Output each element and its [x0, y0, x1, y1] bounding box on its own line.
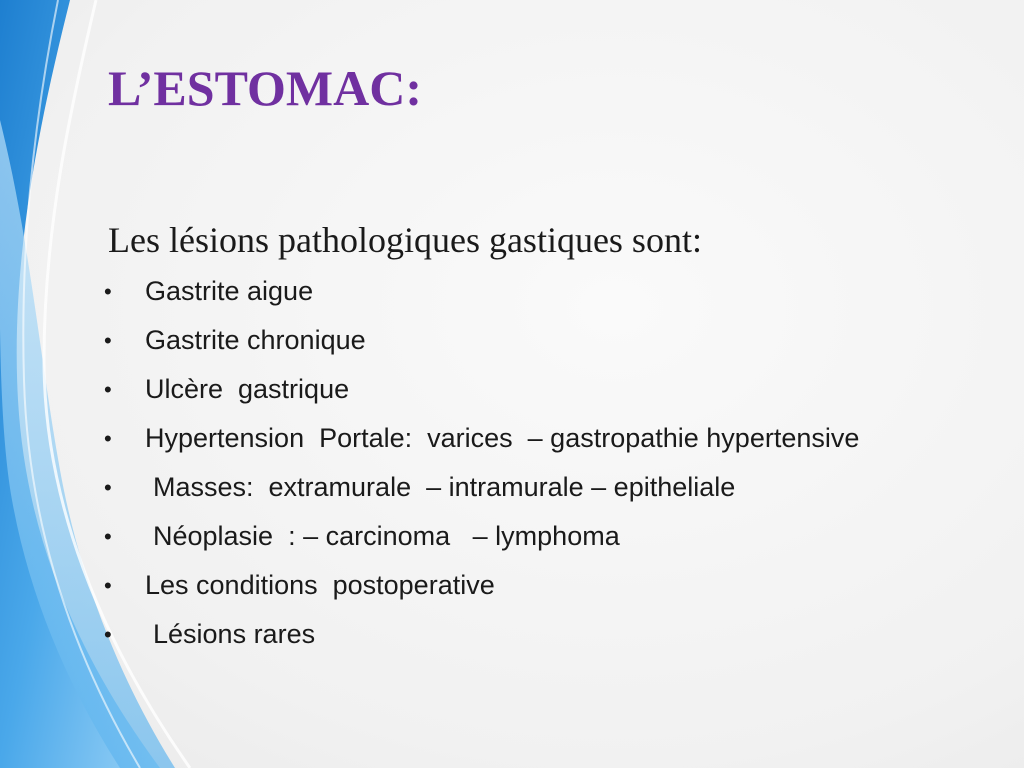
bullet-icon: •	[104, 328, 112, 353]
list-item-text: Lésions rares	[153, 619, 316, 649]
list-item-text: Masses: extramurale – intramurale – epitheliale	[153, 472, 736, 502]
bullet-icon: •	[104, 279, 112, 304]
bullet-icon: •	[104, 622, 112, 647]
list-item-text: Hypertension Portale: varices – gastropathie hypertensive	[145, 423, 860, 453]
list-item-text: Gastrite chronique	[145, 325, 366, 355]
bullet-icon: •	[104, 377, 112, 402]
bullet-icon: •	[104, 524, 112, 549]
slide-title: L’ESTOMAC:	[108, 60, 422, 116]
list-item-text: Néoplasie : – carcinoma – lymphoma	[153, 521, 620, 551]
bullet-icon: •	[104, 426, 112, 451]
list-item-text: Ulcère gastrique	[145, 374, 350, 404]
list-item-text: Gastrite aigue	[145, 276, 314, 306]
bullet-icon: •	[104, 573, 112, 598]
bullet-icon: •	[104, 475, 112, 500]
lead-paragraph: Les lésions pathologiques gastiques sont:	[108, 220, 702, 260]
list-item-text: Les conditions postoperative	[145, 570, 495, 600]
